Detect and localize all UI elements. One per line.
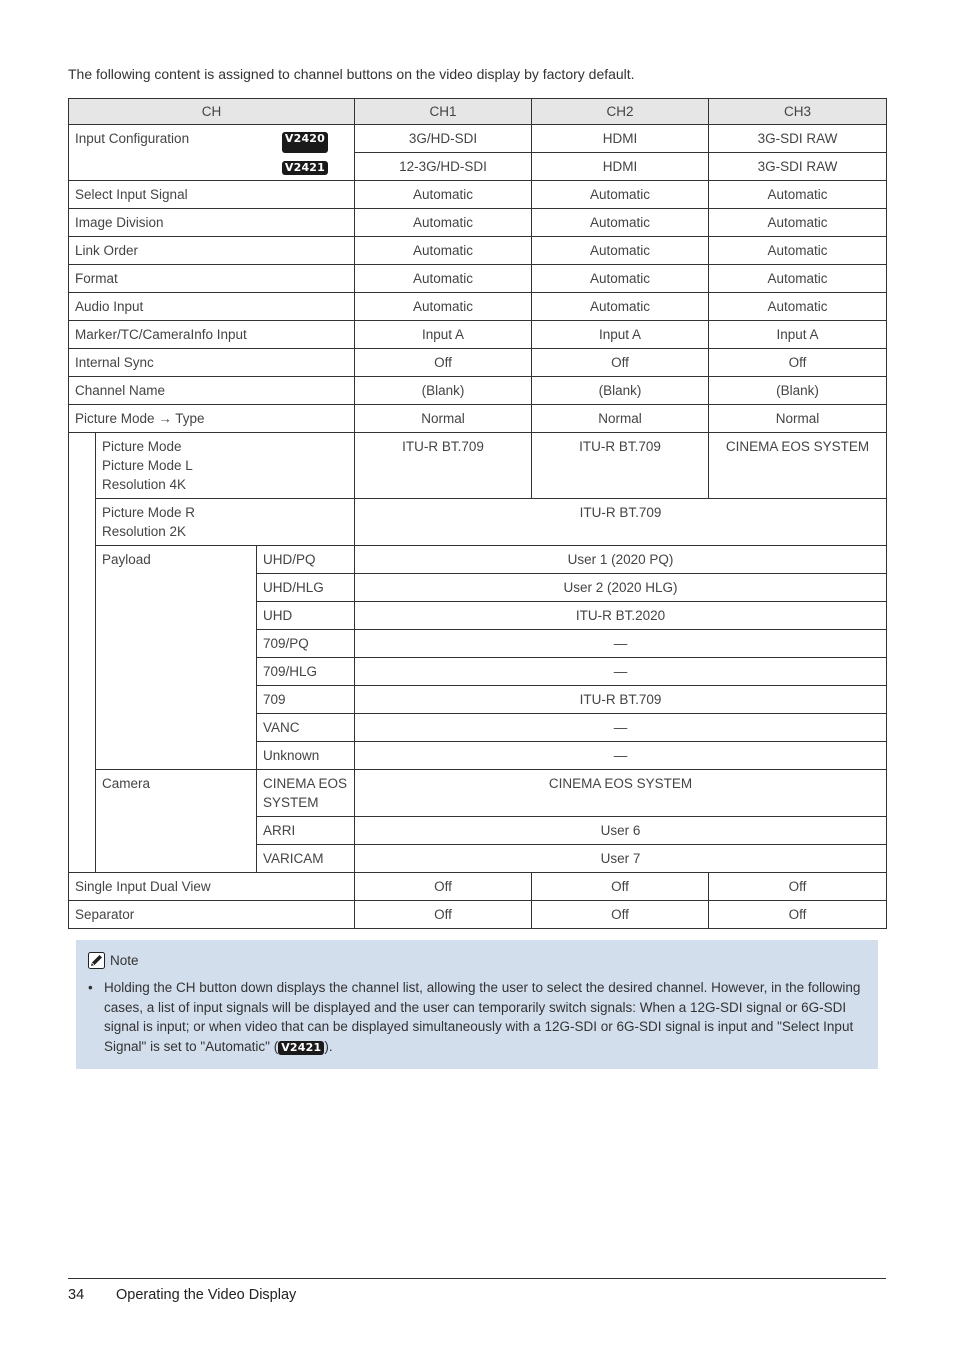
cell-value: 3G/HD-SDI [355, 125, 532, 153]
cell-value: Off [355, 349, 532, 377]
cell-value: ITU-R BT.709 [355, 499, 887, 546]
cell-value: Automatic [355, 237, 532, 265]
indent-cell [69, 433, 96, 873]
row-label: Format [69, 265, 355, 293]
page-footer [68, 1287, 296, 1303]
cell-value: HDMI [532, 125, 709, 153]
payload-key: UHD [257, 602, 355, 630]
cell-value: Automatic [532, 181, 709, 209]
cell-value: Automatic [709, 181, 887, 209]
cell-value: Automatic [532, 293, 709, 321]
cell-value: Input A [532, 321, 709, 349]
table-header-row [69, 99, 887, 125]
cell-value: Off [532, 901, 709, 929]
cell-value: Off [532, 349, 709, 377]
row-label: Internal Sync [69, 349, 355, 377]
cell-value: Off [355, 901, 532, 929]
cell-value: 12-3G/HD-SDI [355, 153, 532, 181]
cell-value: Automatic [709, 265, 887, 293]
cell-value: HDMI [532, 153, 709, 181]
cell-value: Off [709, 901, 887, 929]
camera-key-line: SYSTEM [263, 795, 319, 810]
cell-value: CINEMA EOS SYSTEM [709, 433, 887, 499]
row-label-line: Picture Mode R [102, 505, 196, 520]
table-row [69, 237, 887, 265]
cell-value: Automatic [532, 237, 709, 265]
intro-text: The following content is assigned to channel buttons on the video display by factory default. [68, 66, 635, 82]
cell-value: Off [355, 873, 532, 901]
table-row [69, 209, 887, 237]
note-header [88, 952, 864, 969]
camera-label: Camera [96, 770, 257, 873]
cell-value: Input A [355, 321, 532, 349]
input-config-label: Input Configuration [75, 131, 190, 146]
table-row [69, 265, 887, 293]
channel-defaults-table [68, 98, 887, 929]
note-box [76, 940, 878, 1069]
header-ch3: CH3 [709, 99, 887, 125]
payload-key: VANC [257, 714, 355, 742]
cell-value: 3G-SDI RAW [709, 153, 887, 181]
header-ch1: CH1 [355, 99, 532, 125]
payload-key: 709 [257, 686, 355, 714]
cell-value: User 6 [355, 817, 887, 845]
cell-value: Automatic [532, 265, 709, 293]
cell-value: Automatic [355, 265, 532, 293]
cell-value: Automatic [709, 237, 887, 265]
cell-value: Input A [709, 321, 887, 349]
row-label: Single Input Dual View [69, 873, 355, 901]
footer-divider [68, 1278, 886, 1279]
table-row [69, 433, 887, 499]
row-label [96, 433, 355, 499]
note-text-part: ). [324, 1038, 333, 1054]
note-pencil-icon [88, 952, 105, 969]
row-label: Audio Input [69, 293, 355, 321]
table-row [69, 770, 887, 817]
camera-key-line: CINEMA EOS [263, 776, 348, 791]
cell-value: ITU-R BT.709 [355, 433, 532, 499]
table-row [69, 181, 887, 209]
cell-value: Automatic [532, 209, 709, 237]
payload-key: 709/PQ [257, 630, 355, 658]
camera-key: VARICAM [257, 845, 355, 873]
header-ch: CH [69, 99, 355, 125]
cell-value: CINEMA EOS SYSTEM [355, 770, 887, 817]
bullet-icon: • [88, 980, 93, 995]
row-label: Channel Name [69, 377, 355, 405]
camera-key: ARRI [257, 817, 355, 845]
row-label: Marker/TC/CameraInfo Input [69, 321, 355, 349]
row-label: Picture Mode → Type [69, 405, 355, 433]
table-row [69, 405, 887, 433]
table-row [69, 499, 887, 546]
cell-value: — [355, 714, 887, 742]
model-v2420-badge: V2420 [282, 132, 328, 153]
table-row [69, 321, 887, 349]
page-number: 34 [68, 1287, 85, 1303]
cell-value: (Blank) [709, 377, 887, 405]
model-v2421-badge: V2421 [278, 1041, 324, 1055]
payload-key: 709/HLG [257, 658, 355, 686]
header-ch2: CH2 [532, 99, 709, 125]
cell-value: (Blank) [355, 377, 532, 405]
row-label: Image Division [69, 209, 355, 237]
cell-value: — [355, 658, 887, 686]
cell-value: 3G-SDI RAW [709, 125, 887, 153]
cell-value: Automatic [355, 209, 532, 237]
cell-value: User 7 [355, 845, 887, 873]
table-row [69, 901, 887, 929]
cell-value: Normal [355, 405, 532, 433]
cell-value: ITU-R BT.709 [532, 433, 709, 499]
row-label: Select Input Signal [69, 181, 355, 209]
table-row [69, 293, 887, 321]
table-row [69, 125, 887, 153]
row-label: Separator [69, 901, 355, 929]
row-label-line: Resolution 4K [102, 477, 187, 492]
row-label [96, 499, 355, 546]
input-config-cell [69, 125, 355, 181]
note-text [104, 978, 864, 1056]
cell-value: Automatic [709, 209, 887, 237]
cell-value: Automatic [709, 293, 887, 321]
cell-value: — [355, 630, 887, 658]
model-v2421-badge: V2421 [282, 161, 328, 175]
table-row [69, 546, 887, 574]
row-label-line: Picture Mode [102, 439, 182, 454]
row-label-line: Resolution 2K [102, 524, 187, 539]
payload-label: Payload [96, 546, 257, 770]
row-label-line: Picture Mode L [102, 458, 193, 473]
cell-value: (Blank) [532, 377, 709, 405]
table-row [69, 349, 887, 377]
cell-value: Automatic [355, 293, 532, 321]
cell-value: Normal [532, 405, 709, 433]
cell-value: ITU-R BT.709 [355, 686, 887, 714]
payload-key: Unknown [257, 742, 355, 770]
note-title: Note [110, 953, 139, 968]
cell-value: User 2 (2020 HLG) [355, 574, 887, 602]
payload-key: UHD/PQ [257, 546, 355, 574]
cell-value: User 1 (2020 PQ) [355, 546, 887, 574]
cell-value: Off [709, 349, 887, 377]
table-row [69, 873, 887, 901]
table-row [69, 377, 887, 405]
cell-value: Off [709, 873, 887, 901]
camera-key [257, 770, 355, 817]
payload-key: UHD/HLG [257, 574, 355, 602]
note-text-part: Holding the CH button down displays the channel list, allowing the user to select the desired channel. However, in the following cases, a list of input signals will be displayed and the user can temporarily switch signals: When a 12G-SDI signal or 6G-SDI signal is input; or when video that can be displayed simultaneously with a 12G-SDI or 6G-SDI signal is input and "Select Input Signal" is set to "Automatic" ( [104, 980, 861, 1054]
section-title: Operating the Video Display [116, 1287, 297, 1303]
cell-value: ITU-R BT.2020 [355, 602, 887, 630]
note-bullet-item [88, 978, 864, 1056]
cell-value: Off [532, 873, 709, 901]
cell-value: Normal [709, 405, 887, 433]
cell-value: Automatic [355, 181, 532, 209]
cell-value: — [355, 742, 887, 770]
row-label: Link Order [69, 237, 355, 265]
